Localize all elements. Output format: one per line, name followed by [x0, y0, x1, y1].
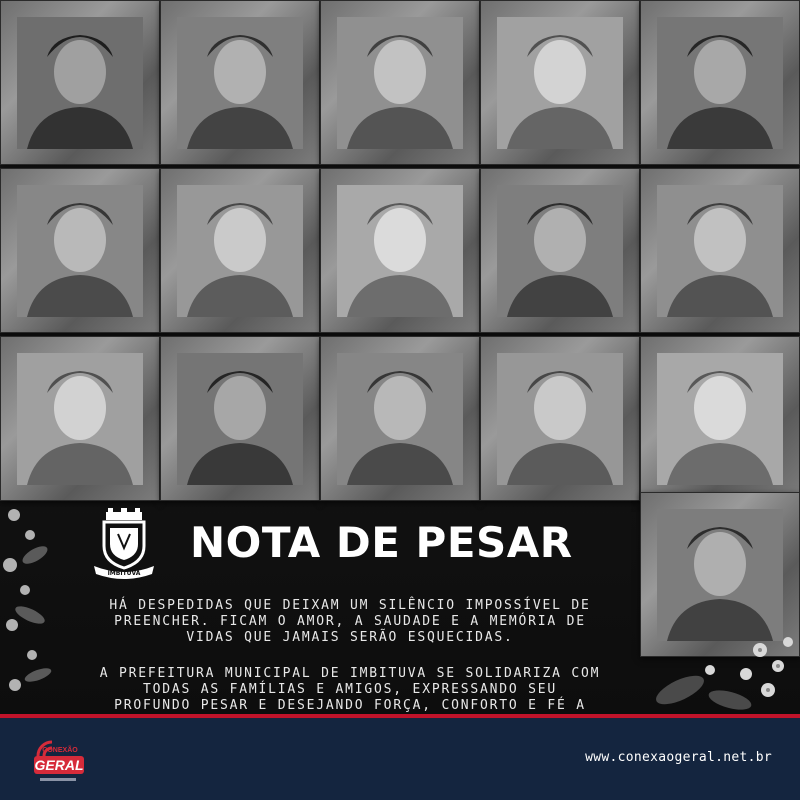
- portrait-photo: [177, 185, 303, 317]
- photo-frame: [320, 336, 480, 501]
- photo-frame: [320, 0, 480, 165]
- photo-frame: [0, 0, 160, 165]
- photo-frame: [640, 0, 800, 165]
- photo-frame: [480, 336, 640, 501]
- portrait-photo: [17, 353, 143, 485]
- portrait-photo: [497, 17, 623, 149]
- flower-decoration-right-icon: [650, 630, 800, 716]
- photo-frame: [320, 168, 480, 333]
- paragraph-line: PROFUNDO PESAR E DESEJANDO FORÇA, CONFORTO E FÉ A: [114, 698, 586, 713]
- flower-decoration-left-icon: [0, 495, 60, 716]
- conexao-geral-logo[interactable]: [30, 738, 86, 788]
- portrait-photo: [657, 17, 783, 149]
- portrait-photo: [497, 185, 623, 317]
- paragraph-line: HÁ DESPEDIDAS QUE DEIXAM UM SILÊNCIO IMPOSSÍVEL DE: [109, 598, 591, 613]
- paragraph-line: PREENCHER. FICAM O AMOR, A SAUDADE E A MEMÓRIA DE: [114, 614, 586, 629]
- paragraph-line: VIDAS QUE JAMAIS SERÃO ESQUECIDAS.: [186, 630, 514, 645]
- photo-frame: [0, 336, 160, 501]
- municipal-crest-icon: [88, 508, 160, 580]
- site-url-link[interactable]: www.conexaogeral.net.br: [585, 750, 772, 765]
- paragraph-line: TODAS AS FAMÍLIAS E AMIGOS, EXPRESSANDO SEU: [143, 682, 557, 697]
- photo-frame: [480, 168, 640, 333]
- photo-frame: [480, 0, 640, 165]
- portrait-photo: [657, 509, 783, 641]
- portrait-photo: [657, 185, 783, 317]
- condolence-paragraph-2: [70, 666, 630, 714]
- logo-word: GERAL: [34, 757, 84, 773]
- photo-frame: [160, 336, 320, 501]
- condolence-paragraph-1: [70, 598, 630, 646]
- page-title: NOTA DE PESAR: [190, 518, 573, 567]
- portrait-photo: [177, 353, 303, 485]
- logo-word-top: CONEXÃO: [42, 747, 78, 754]
- portrait-photo: [497, 353, 623, 485]
- photo-frame: [160, 168, 320, 333]
- portrait-photo: [657, 353, 783, 485]
- portrait-photo: [177, 17, 303, 149]
- paragraph-line: A PREFEITURA MUNICIPAL DE IMBITUVA SE SOLIDARIZA COM: [99, 666, 601, 681]
- portrait-photo: [337, 185, 463, 317]
- photo-frame: [0, 168, 160, 333]
- photo-frame: [160, 0, 320, 165]
- photo-frame: [640, 336, 800, 501]
- portrait-photo: [17, 185, 143, 317]
- photo-frame: [640, 168, 800, 333]
- portrait-photo: [17, 17, 143, 149]
- portrait-photo: [337, 353, 463, 485]
- crest-label: IMBITUVA: [107, 570, 141, 577]
- portrait-photo: [337, 17, 463, 149]
- footer-bar: [0, 718, 800, 800]
